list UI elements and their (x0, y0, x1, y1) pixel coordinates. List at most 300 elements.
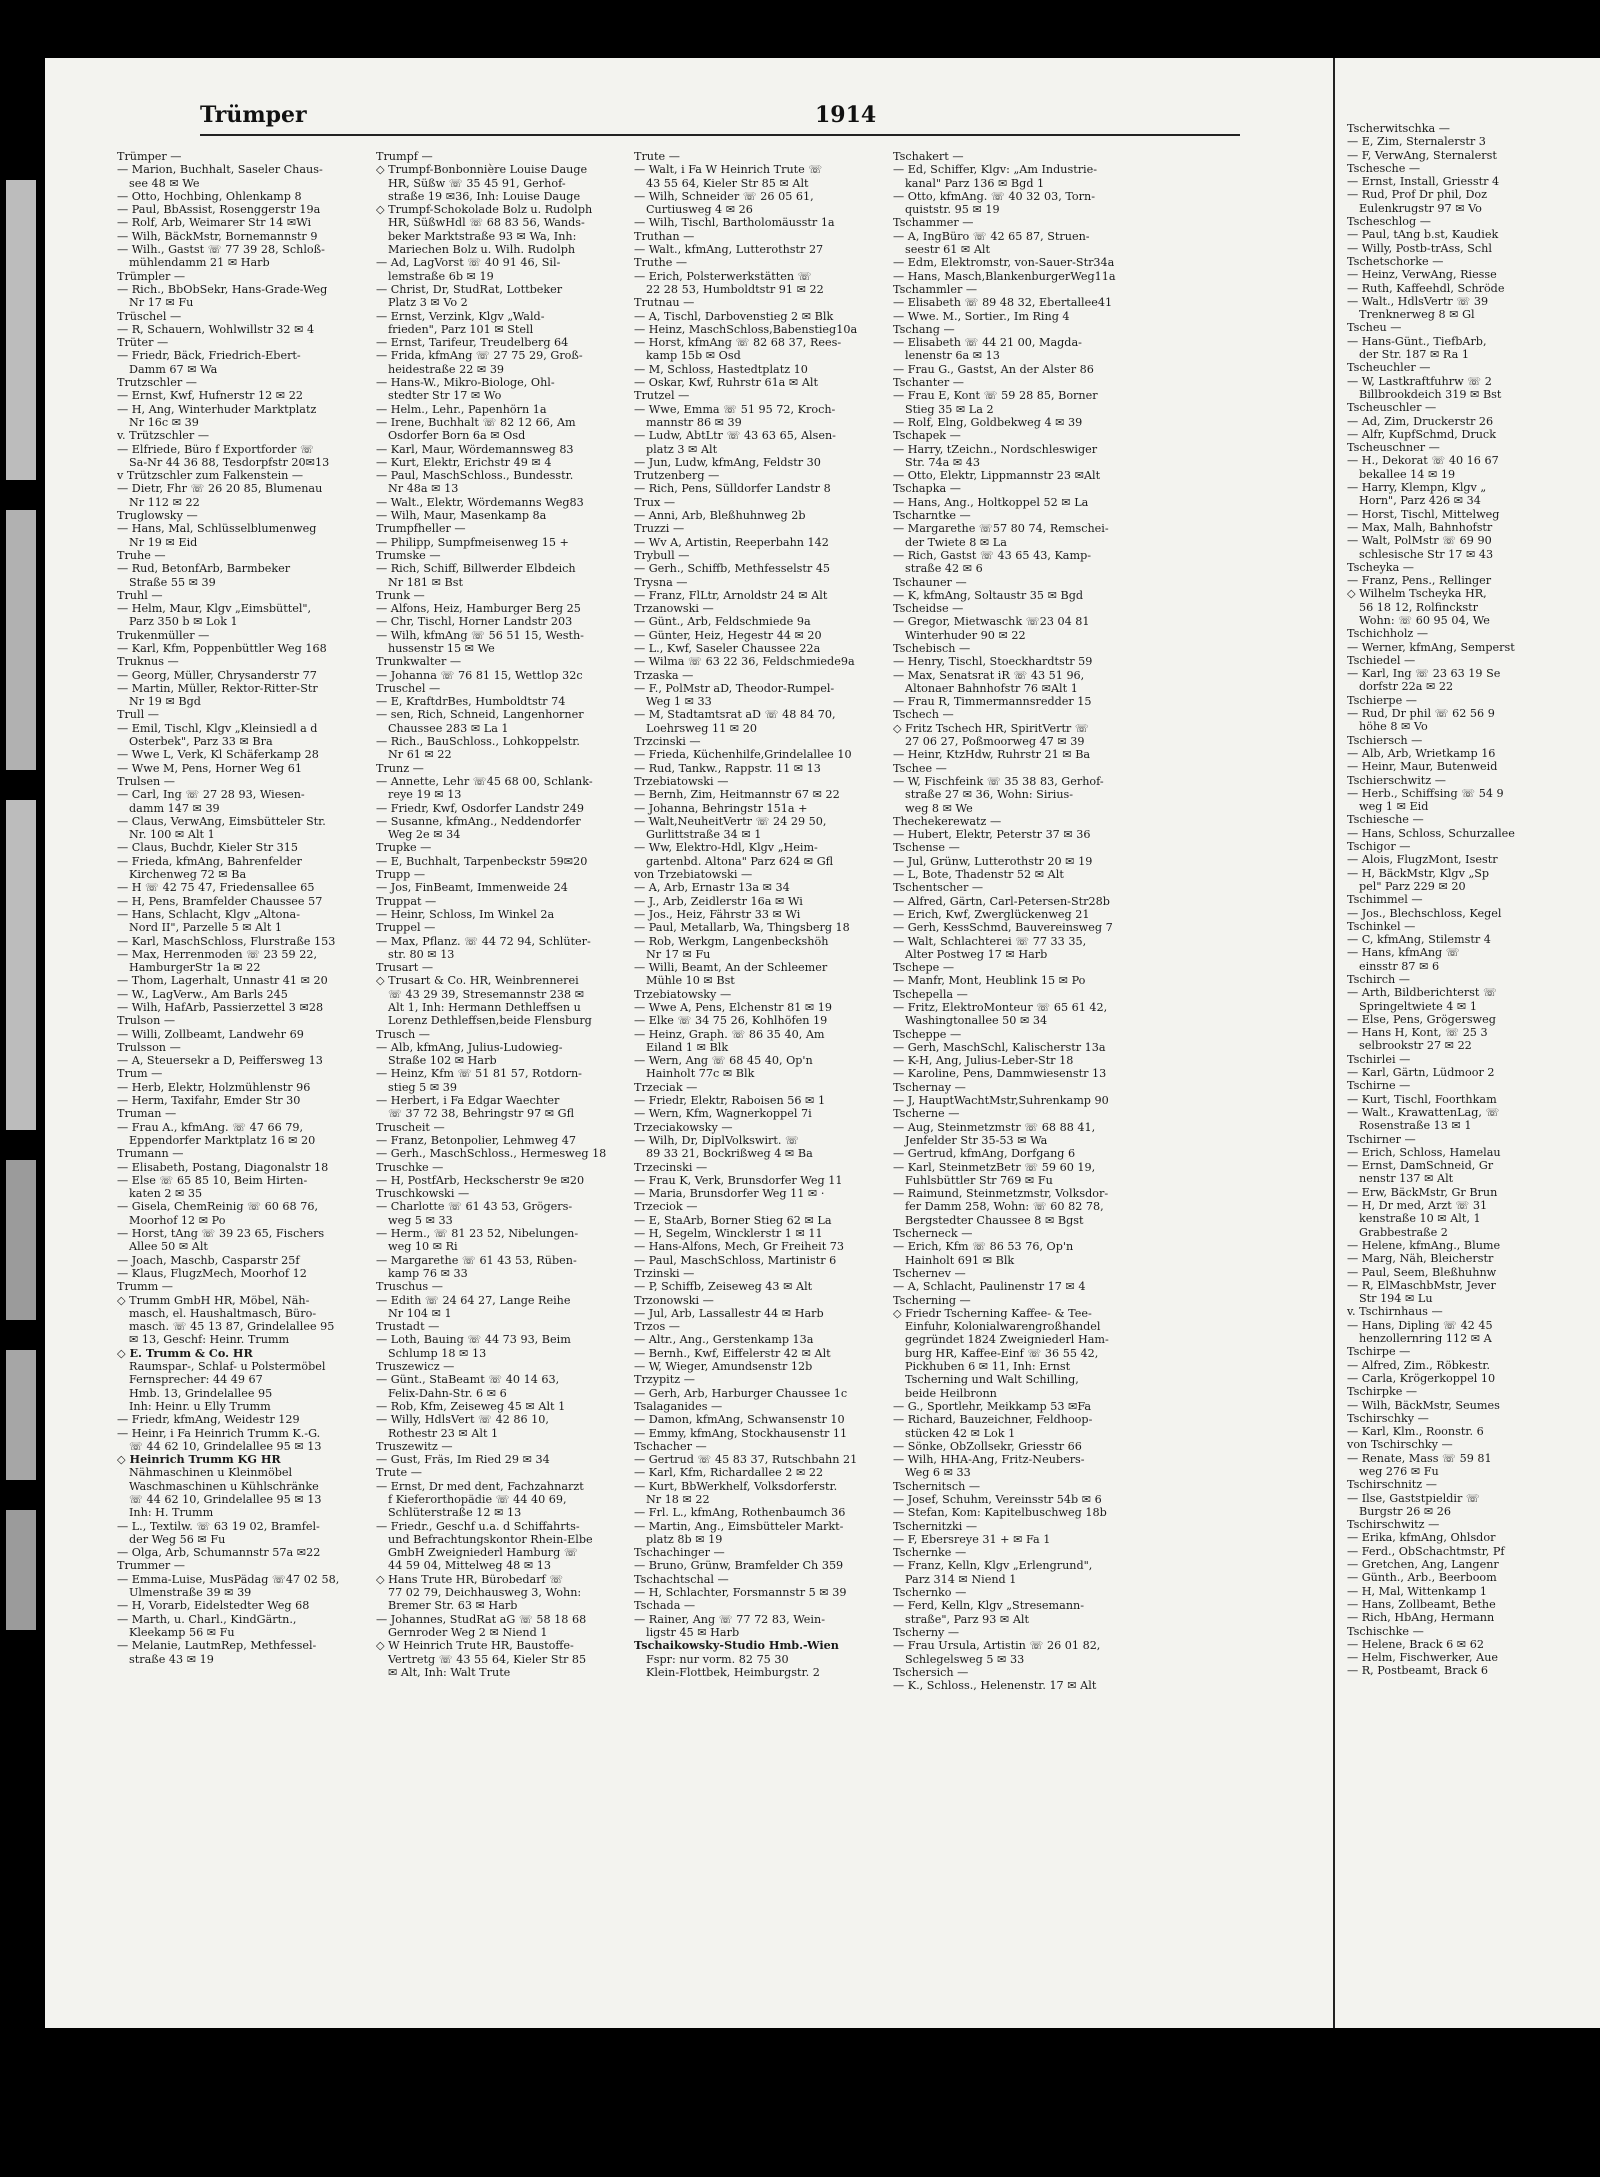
directory-entry: — Rolf, Elng, Goldbekweg 4 ✉ 39 (893, 415, 1083, 429)
directory-entry: Raumspar-, Schlaf- u Polstermöbel (129, 1360, 326, 1374)
directory-entry: gartenbd. Altona" Parz 624 ✉ Gfl (646, 854, 834, 868)
directory-entry: mannstr 86 ✉ 39 (646, 415, 742, 429)
directory-entry: Truszewicz — (376, 1360, 455, 1374)
directory-entry: — Wilh, Maur, Masenkamp 8a (376, 509, 547, 523)
directory-entry: beide Heilbronn (905, 1386, 997, 1400)
directory-entry: v. Trützschler — (117, 429, 210, 443)
directory-entry: — Johanna, Behringstr 151a + (634, 801, 808, 815)
directory-entry: lemstraße 6b ✉ 19 (388, 269, 494, 283)
directory-entry: höhe 8 ✉ Vo (1359, 720, 1428, 734)
directory-entry: Tscheuschler — (1347, 401, 1437, 415)
directory-entry: — Friedr, Kwf, Osdorfer Landstr 249 (376, 801, 585, 815)
directory-entry: Tscheidse — (893, 602, 964, 616)
directory-entry: Trzebiatowsky — (634, 987, 732, 1001)
facing-page (1333, 58, 1600, 2028)
directory-entry: — Walt, PolMstr ☏ 69 90 (1347, 534, 1492, 548)
directory-entry: — Otto, kfmAng. ☏ 40 32 03, Torn- (893, 189, 1095, 203)
directory-entry: Tscherwitschka — (1347, 122, 1450, 135)
directory-entry: — Edm, Elektromstr, von-Sauer-Str34a (893, 256, 1115, 270)
directory-entry: Moorhof 12 ✉ Po (129, 1213, 226, 1227)
directory-entry: — Alfred, Zim., Röbkestr. (1347, 1358, 1491, 1372)
directory-entry: — Elfriede, Büro f Exportforder ☏ (117, 442, 314, 456)
directory-entry: — W., LagVerw., Am Barls 245 (117, 987, 288, 1001)
directory-entry: — Rich., BbObSekr, Hans-Grade-Weg (117, 282, 328, 296)
directory-entry: — Martin, Ang., Eimsbütteler Markt- (634, 1519, 844, 1533)
directory-entry: — Ruth, Kaffeehdl, Schröde (1347, 281, 1505, 295)
directory-entry: — Margarethe ☏57 80 74, Remschei- (893, 522, 1109, 536)
directory-entry: Tschee — (893, 761, 947, 775)
directory-entry: stücken 42 ✉ Lok 1 (905, 1426, 1016, 1440)
column-1 (117, 150, 367, 1666)
directory-entry: — Herm, Taxifahr, Emder Str 30 (117, 1094, 301, 1108)
directory-entry: — Paul, MaschSchloss., Bundesstr. (376, 469, 574, 483)
directory-entry: Wohn: ☏ 60 95 04, We (1359, 613, 1490, 627)
directory-entry: — Rich, Schiff, Billwerder Elbdeich (376, 562, 576, 576)
directory-entry: — A, Steuersekr a D, Peiffersweg 13 (117, 1054, 323, 1068)
directory-entry: — Ernst, DamSchneid, Gr (1347, 1159, 1494, 1173)
directory-entry: — J., Arb, Zeidlerstr 16a ✉ Wi (634, 894, 803, 908)
directory-entry: — Ilse, Gaststpieldir ☏ (1347, 1491, 1480, 1505)
directory-entry: Hainholt 77c ✉ Blk (646, 1067, 755, 1081)
directory-entry: — Hans, Zollbeamt, Bethe (1347, 1597, 1496, 1611)
directory-entry: — Hans, Mal, Schlüsselblumenweg (117, 522, 317, 536)
directory-entry: Tschernitzki — (893, 1519, 978, 1533)
directory-entry: — Melanie, LautmRep, Methfessel- (117, 1639, 317, 1653)
directory-entry: — Emma-Luise, MusPädag ☏47 02 58, (117, 1572, 340, 1586)
directory-entry: Curtiusweg 4 ✉ 26 (646, 203, 753, 217)
directory-entry: — Damon, kfmAng, Schwansenstr 10 (634, 1413, 845, 1427)
directory-entry: — Harry, Klempn, Klgv „ (1347, 481, 1487, 495)
directory-entry: kamp 76 ✉ 33 (388, 1266, 468, 1280)
directory-entry: — Arth, Bildberichterst ☏ (1347, 986, 1497, 1000)
directory-entry: — Alb, kfmAng, Julius-Ludowieg- (376, 1040, 563, 1054)
directory-entry: Trzypitz — (634, 1373, 695, 1387)
directory-entry: v Trützschler zum Falkenstein — (117, 469, 304, 483)
directory-entry: ◇ Friedr Tscherning Kaffee- & Tee- (893, 1306, 1092, 1320)
directory-entry: — K, kfmAng, Soltaustr 35 ✉ Bgd (893, 588, 1084, 602)
directory-entry: — Willy, Postb-trAss, Schl (1347, 241, 1492, 255)
directory-entry: — Herbert, i Fa Edgar Waechter (376, 1094, 560, 1108)
directory-entry: — K-H, Ang, Julius-Leber-Str 18 (893, 1054, 1074, 1068)
directory-entry: — Erw, BäckMstr, Gr Brun (1347, 1185, 1498, 1199)
directory-entry: ◇ Trumpf-Bonbonnière Louise Dauge (376, 163, 588, 177)
directory-entry: — sen, Rich, Schneid, Langenhorner (376, 708, 584, 722)
directory-entry: — Frau G., Gastst, An der Alster 86 (893, 362, 1094, 376)
directory-entry: Einfuhr, Kolonialwarengroßhandel (905, 1320, 1101, 1334)
directory-entry: — Wilh, Tischl, Bartholomäusstr 1a (634, 216, 835, 230)
directory-entry: Alt 1, Inh: Hermann Dethleffsen u (388, 1001, 581, 1014)
directory-entry: — Elisabeth, Postang, Diagonalstr 18 (117, 1160, 329, 1174)
directory-entry: — Max, Pflanz. ☏ 44 72 94, Schlüter- (376, 934, 591, 948)
directory-entry: straße 27 ✉ 36, Wohn: Sirius- (905, 788, 1074, 802)
header-name: Trümper (200, 102, 307, 128)
directory-entry: Fuhlsbüttler Str 769 ✉ Fu (905, 1173, 1053, 1187)
directory-entry: ◇ Fritz Tschech HR, SpiritVertr ☏ (893, 721, 1089, 735)
directory-entry: — Frau Ursula, Artistin ☏ 26 01 82, (893, 1639, 1101, 1653)
directory-entry: ◇ Hans Trute HR, Bürobedarf ☏ (376, 1572, 564, 1586)
directory-entry: Trutzenberg — (634, 469, 720, 483)
column-5 (1347, 122, 1600, 1678)
directory-entry: Truschkowski — (376, 1187, 470, 1201)
directory-entry: Nr 19 ✉ Eid (129, 535, 198, 549)
directory-entry: HamburgerStr 1a ✉ 22 (129, 961, 261, 975)
directory-entry: — Renate, Mass ☏ 59 81 (1347, 1451, 1492, 1465)
directory-entry: — Walt, i Fa W Heinrich Trute ☏ (634, 163, 823, 177)
directory-entry: seestr 61 ✉ Alt (905, 243, 990, 257)
directory-entry: Nähmaschinen u Kleinmöbel (129, 1466, 293, 1480)
directory-entry: — C, kfmAng, Stilemstr 4 (1347, 933, 1491, 947)
directory-entry: Tscherne — (893, 1107, 960, 1121)
directory-entry: Trute — (376, 1466, 422, 1480)
directory-entry: Weg 2e ✉ 34 (388, 828, 461, 842)
directory-entry: — Hans-Günt., TiefbArb, (1347, 334, 1487, 348)
directory-entry: Truppel — (376, 921, 436, 935)
directory-entry: ◇ W Heinrich Trute HR, Baustoffe- (376, 1639, 574, 1653)
directory-entry: Mariechen Bolz u. Wilh. Rudolph (388, 243, 576, 257)
directory-entry: — A, Schlacht, Paulinenstr 17 ✉ 4 (893, 1280, 1086, 1294)
directory-entry: Schlegelsweg 5 ✉ 33 (905, 1652, 1025, 1666)
directory-entry: — Rud, Tankw., Rappstr. 11 ✉ 13 (634, 761, 821, 775)
directory-entry: Trupp — (376, 868, 426, 882)
directory-entry: — Max, Herrenmoden ☏ 23 59 22, (117, 947, 317, 961)
directory-entry: — Margarethe ☏ 61 43 53, Rüben- (376, 1253, 577, 1267)
directory-entry: Tschetschorke — (1347, 254, 1444, 268)
directory-entry: lenenstr 6a ✉ 13 (905, 349, 1000, 363)
directory-entry: Trzonowski — (634, 1293, 714, 1307)
directory-entry: Chaussee 283 ✉ La 1 (388, 721, 509, 735)
directory-entry: — Karl, Kfm, Poppenbüttler Weg 168 (117, 641, 327, 655)
directory-entry: 27 06 27, Poßmoorweg 47 ✉ 39 (905, 735, 1085, 749)
directory-entry: — Elke ☏ 34 75 26, Kohlhöfen 19 (634, 1014, 828, 1028)
directory-entry: — Gerh., MaschSchloss., Hermesweg 18 (376, 1147, 607, 1161)
directory-entry: Trümpler — (117, 269, 186, 283)
directory-entry: Trutnau — (634, 296, 695, 310)
directory-entry: Weg 1 ✉ 33 (646, 695, 712, 709)
directory-entry: — Helene, Brack 6 ✉ 62 (1347, 1637, 1484, 1651)
directory-entry: — Alois, FlugzMont, Isestr (1347, 853, 1498, 867)
directory-entry: — Otto, Elektr, Lippmannstr 23 ✉Alt (893, 469, 1101, 483)
directory-entry: Trümper — (117, 150, 182, 163)
directory-entry: — Hans, Schlacht, Klgv „Altona- (117, 907, 301, 921)
directory-entry: Bremer Str. 63 ✉ Harb (388, 1599, 518, 1613)
directory-entry: Trutzschler — (117, 376, 197, 390)
directory-entry: Tschaikowsky-Studio Hmb.-Wien (634, 1639, 839, 1653)
directory-entry: — Annette, Lehr ☏45 68 00, Schlank- (376, 774, 593, 788)
directory-entry: — Erich, Kfm ☏ 86 53 76, Op'n (893, 1240, 1074, 1254)
directory-entry: — H ☏ 42 75 47, Friedensallee 65 (117, 881, 315, 895)
directory-entry: — Ad, LagVorst ☏ 40 91 46, Sil- (376, 256, 561, 270)
directory-entry: — Hans, Masch,BlankenburgerWeg11a (893, 269, 1116, 283)
directory-entry: Trzebiatowski — (634, 774, 729, 788)
directory-entry: Trzanowski — (634, 602, 714, 616)
directory-entry: — Hans, Ang., Holtkoppel 52 ✉ La (893, 495, 1089, 509)
directory-entry: — Rich, HbAng, Hermann (1347, 1611, 1495, 1625)
directory-entry: Tschirne — (1347, 1079, 1411, 1093)
directory-entry: str. 80 ✉ 13 (388, 947, 455, 961)
directory-entry: Burgstr 26 ✉ 26 (1359, 1504, 1452, 1518)
directory-entry: frieden", Parz 101 ✉ Stell (388, 322, 534, 336)
directory-entry: weg 276 ✉ Fu (1359, 1464, 1439, 1478)
directory-entry: — Paul, Seem, Bleßhuhnw (1347, 1265, 1497, 1279)
directory-entry: — Rich, Pens, Sülldorfer Landstr 8 (634, 482, 831, 496)
directory-entry: Tscheuschner — (1347, 441, 1440, 455)
directory-entry: Trutzel — (634, 389, 690, 403)
directory-entry: Tschersich — (893, 1665, 969, 1679)
directory-entry: — Elisabeth ☏ 89 48 32, Ebertallee41 (893, 296, 1113, 310)
directory-entry: — Rob, Kfm, Zeiseweg 45 ✉ Alt 1 (376, 1399, 566, 1413)
directory-entry: — Wilh., Gastst ☏ 77 39 28, Schloß- (117, 243, 325, 257)
directory-entry: — Gust, Fräs, Im Ried 29 ✉ 34 (376, 1453, 550, 1467)
directory-entry: Truhl — (117, 588, 163, 602)
directory-entry: — H, Schlachter, Forsmannstr 5 ✉ 39 (634, 1586, 847, 1600)
directory-entry: — Hans, kfmAng ☏ (1347, 946, 1460, 960)
directory-entry: — Joach, Maschb, Casparstr 25f (117, 1253, 300, 1267)
directory-entry: Truszewitz — (376, 1439, 453, 1453)
directory-entry: Nr 17 ✉ Fu (129, 296, 194, 310)
directory-entry: — Hans, Dipling ☏ 42 45 (1347, 1318, 1493, 1332)
directory-entry: Trusart — (376, 961, 434, 975)
directory-entry: ☏ 37 72 38, Behringstr 97 ✉ Gfl (388, 1107, 575, 1121)
directory-entry: see 48 ✉ We (129, 176, 200, 190)
directory-entry: — Georg, Müller, Chrysanderstr 77 (117, 668, 317, 682)
directory-entry: — Rob, Werkgm, Langenbeckshöh (634, 934, 829, 948)
directory-entry: Trumske — (376, 548, 441, 562)
directory-entry: — Jul, Grünw, Lutterothstr 20 ✉ 19 (893, 854, 1093, 868)
directory-entry: Nr 18 ✉ 22 (646, 1492, 710, 1506)
directory-entry: Truppat — (376, 894, 437, 908)
directory-entry: — Erich, Polsterwerkstätten ☏ (634, 269, 812, 283)
directory-entry: Tsalaganides — (634, 1399, 723, 1413)
directory-entry: Tschigor — (1347, 840, 1411, 854)
directory-entry: Hmb. 13, Grindelallee 95 (129, 1386, 273, 1400)
directory-entry: Truthan — (634, 229, 695, 243)
directory-entry: — Max, Senatsrat iR ☏ 43 51 96, (893, 668, 1085, 682)
directory-entry: Tschesche — (1347, 161, 1421, 175)
directory-entry: — Friedr, kfmAng, Weidestr 129 (117, 1413, 300, 1427)
directory-entry: — Ferd., ObSchachtmstr, Pf (1347, 1544, 1505, 1558)
directory-entry: — Franz, FlLtr, Arnoldstr 24 ✉ Alt (634, 588, 828, 602)
directory-entry: — Horst, Tischl, Mittelweg (1347, 507, 1500, 521)
directory-entry: — Helm., Lehr., Papenhörn 1a (376, 402, 547, 416)
directory-entry: — Walt, Schlachterei ☏ 77 33 35, (893, 934, 1087, 948)
directory-entry: — Anni, Arb, Bleßhuhnweg 2b (634, 509, 806, 523)
directory-entry: — Wilh, kfmAng ☏ 56 51 15, Westh- (376, 628, 584, 642)
directory-entry: — Ferd, Kelln, Klgv „Stresemann- (893, 1599, 1085, 1613)
directory-entry: Tschiesche — (1347, 813, 1424, 827)
column-4 (893, 150, 1143, 1692)
directory-entry: — Karl, SteinmetzBetr ☏ 59 60 19, (893, 1160, 1096, 1174)
directory-entry: kenstraße 10 ✉ Alt, 1 (1359, 1212, 1481, 1226)
directory-entry: — Gerh, MaschSchl, Kalischerstr 13a (893, 1040, 1106, 1054)
directory-entry: — Wwe. M., Sortier., Im Ring 4 (893, 309, 1070, 323)
directory-entry: weg 5 ✉ 33 (388, 1213, 453, 1227)
directory-entry: — Willi, Beamt, An der Schleemer (634, 961, 828, 975)
directory-entry: Trzcinski — (634, 735, 701, 749)
directory-entry: Tschirschwitz — (1347, 1518, 1440, 1532)
directory-entry: Fernsprecher: 44 49 67 (129, 1373, 263, 1387)
directory-entry: — E, Buchhalt, Tarpenbeckstr 59✉20 (376, 854, 588, 868)
directory-entry: — Heinr, Maur, Butenweid (1347, 760, 1498, 774)
directory-entry: Truschus — (376, 1280, 443, 1294)
directory-entry: Straße 55 ✉ 39 (129, 575, 216, 589)
directory-entry: Truschke — (376, 1160, 444, 1174)
directory-entry: der Str. 187 ✉ Ra 1 (1359, 348, 1469, 362)
directory-entry: Nr 19 ✉ Bgd (129, 695, 201, 709)
directory-entry: Tschada — (634, 1599, 696, 1613)
directory-entry: — Alb, Arb, Wrietkamp 16 (1347, 746, 1496, 760)
directory-entry: Trukenmüller — (117, 628, 210, 642)
directory-entry: Tschacher — (634, 1439, 707, 1453)
header-rule (200, 134, 1240, 136)
directory-entry: Tschebisch — (893, 641, 971, 655)
directory-entry: Sa-Nr 44 36 88, Tesdorpfstr 20✉13 (129, 455, 330, 469)
directory-entry: Loehrsweg 11 ✉ 20 (646, 721, 757, 735)
directory-entry: — Wwe, Emma ☏ 51 95 72, Kroch- (634, 402, 836, 416)
directory-entry: fer Damm 258, Wohn: ☏ 60 82 78, (905, 1200, 1104, 1214)
directory-entry: Truhe — (117, 548, 166, 562)
directory-entry: Tschinkel — (1347, 919, 1416, 933)
directory-entry: — L, Bote, Thadenstr 52 ✉ Alt (893, 868, 1064, 882)
directory-entry: straße", Parz 93 ✉ Alt (905, 1612, 1029, 1626)
directory-entry: — Willi, Zollbeamt, Landwehr 69 (117, 1027, 304, 1041)
directory-entry: Lorenz Dethleffsen,beide Flensburg (388, 1014, 592, 1028)
directory-entry: henzollernring 112 ✉ A (1359, 1332, 1492, 1346)
directory-entry: — Ernst, Dr med dent, Fachzahnarzt (376, 1479, 584, 1493)
directory-entry: — Gerh, Arb, Harburger Chaussee 1c (634, 1386, 848, 1400)
directory-entry: Tschirlei — (1347, 1052, 1411, 1066)
directory-entry: — Wv A, Artistin, Reeperbahn 142 (634, 535, 829, 549)
directory-entry: Bergstedter Chaussee 8 ✉ Bgst (905, 1213, 1084, 1227)
directory-entry: Eiland 1 ✉ Blk (646, 1040, 729, 1054)
directory-entry: ◇ Trumm GmbH HR, Möbel, Näh- (117, 1293, 310, 1307)
directory-entry: Kleekamp 56 ✉ Fu (129, 1625, 235, 1639)
directory-entry: Felix-Dahn-Str. 6 ✉ 6 (388, 1386, 507, 1400)
directory-entry: pel" Parz 229 ✉ 20 (1359, 879, 1466, 893)
directory-entry: ☏ 44 62 10, Grindelallee 95 ✉ 13 (129, 1439, 322, 1453)
directory-entry: Trusch — (376, 1027, 430, 1041)
directory-entry: Trumann — (117, 1147, 184, 1161)
directory-entry: Tschirpke — (1347, 1385, 1418, 1399)
directory-entry: masch. ☏ 45 13 87, Grindelallee 95 (129, 1320, 335, 1334)
directory-entry: Tschammler — (893, 282, 978, 296)
directory-entry: heidestraße 22 ✉ 39 (388, 362, 505, 376)
directory-entry: Eppendorfer Marktplatz 16 ✉ 20 (129, 1133, 316, 1147)
directory-entry: v. Tschirnhaus — (1347, 1305, 1443, 1319)
directory-entry: Tschichholz — (1347, 627, 1429, 641)
directory-entry: Trybull — (634, 548, 690, 562)
directory-entry: Tschech — (893, 708, 954, 722)
directory-entry: Nord II", Parzelle 5 ✉ Alt 1 (129, 921, 283, 935)
directory-entry: Nr 48a ✉ 13 (388, 482, 459, 496)
directory-entry: Springeltwiete 4 ✉ 1 (1359, 999, 1477, 1013)
directory-entry: — Ad, Zim, Druckerstr 26 (1347, 414, 1494, 428)
directory-entry: — Ernst, Verzink, Klgv „Wald- (376, 309, 545, 323)
directory-entry: — F, Ebersreye 31 + ✉ Fa 1 (893, 1532, 1051, 1546)
directory-entry: — Carl, Ing ☏ 27 28 93, Wiesen- (117, 788, 305, 802)
directory-entry: — Wwe L, Verk, Kl Schäferkamp 28 (117, 748, 319, 762)
directory-entry: — Kurt, Elektr, Erichstr 49 ✉ 4 (376, 455, 552, 469)
directory-entry: — Ernst, Kwf, Hufnerstr 12 ✉ 22 (117, 389, 303, 403)
directory-entry: — Erika, kfmAng, Ohlsdor (1347, 1531, 1496, 1545)
directory-entry: Tschapek — (893, 429, 961, 443)
directory-entry: Osterbek", Parz 33 ✉ Bra (129, 735, 273, 749)
directory-entry: — Bernh, Zim, Heitmannstr 67 ✉ 22 (634, 788, 840, 802)
directory-entry: — Gertrud ☏ 45 83 37, Rutschbahn 21 (634, 1453, 858, 1467)
directory-entry: — Paul, Metallarb, Wa, Thingsberg 18 (634, 921, 850, 935)
directory-entry: — Frida, kfmAng ☏ 27 75 29, Groß- (376, 349, 583, 363)
directory-entry: — J, HauptWachtMstr,Suhrenkamp 90 (893, 1094, 1109, 1108)
directory-entry: Tschirschky — (1347, 1411, 1429, 1425)
directory-entry: Nr 16c ✉ 39 (129, 415, 199, 429)
directory-entry: Ulmenstraße 39 ✉ 39 (129, 1586, 252, 1600)
directory-entry: — Karoline, Pens, Dammwiesenstr 13 (893, 1067, 1107, 1081)
directory-entry: quiststr. 95 ✉ 19 (905, 203, 1000, 217)
directory-entry: — Walt., HdlsVertr ☏ 39 (1347, 294, 1489, 308)
directory-entry: — Maria, Brunsdorfer Weg 11 ✉ · (634, 1187, 825, 1201)
directory-entry: Tschirpe — (1347, 1345, 1411, 1359)
directory-entry: — Chr, Tischl, Horner Landstr 203 (376, 615, 573, 629)
column-3 (634, 150, 884, 1679)
directory-entry: Waschmaschinen u Kühlschränke (129, 1479, 319, 1493)
directory-entry: Tschiersch — (1347, 733, 1423, 747)
directory-entry: — Karl, MaschSchloss, Flurstraße 153 (117, 934, 336, 948)
directory-entry: ligstr 45 ✉ Harb (646, 1625, 740, 1639)
directory-entry: — Jun, Ludw, kfmAng, Feldstr 30 (634, 455, 821, 469)
directory-entry: Trzinski — (634, 1266, 695, 1280)
directory-entry: — Wern, Ang ☏ 68 45 40, Op'n (634, 1054, 813, 1068)
directory-entry: Allee 50 ✉ Alt (129, 1240, 208, 1254)
directory-entry: Washingtonallee 50 ✉ 34 (905, 1014, 1048, 1028)
directory-entry: — Paul, tAng b.st, Kaudiek (1347, 228, 1499, 242)
directory-entry: — Johannes, StudRat aG ☏ 58 18 68 (376, 1612, 587, 1626)
directory-entry: Trumpfheller — (376, 522, 466, 536)
directory-entry: Tschirch — (1347, 973, 1410, 986)
directory-entry: — Aug, Steinmetzmstr ☏ 68 88 41, (893, 1120, 1096, 1134)
directory-entry: Trumm — (117, 1280, 173, 1294)
directory-entry: — Irene, Buchhalt ☏ 82 12 66, Am (376, 415, 576, 429)
directory-entry: — Frau E, Kont ☏ 59 28 85, Borner (893, 389, 1098, 403)
directory-entry: masch, el. Haushaltmasch, Büro- (129, 1306, 317, 1320)
directory-entry: Trüter — (117, 336, 169, 350)
directory-entry: — Rich, Gastst ☏ 43 65 43, Kamp- (893, 548, 1092, 562)
directory-entry: — Gertrud, kfmAng, Dorfgang 6 (893, 1147, 1076, 1161)
directory-entry: Trull — (117, 708, 159, 722)
directory-entry: — Martin, Müller, Rektor-Ritter-Str (117, 681, 318, 695)
directory-entry: kanal" Parz 136 ✉ Bgd 1 (905, 176, 1045, 190)
directory-entry: ☏ 43 29 39, Stresemannstr 238 ✉ (388, 987, 585, 1001)
directory-entry: ◇ Trumpf-Schokolade Bolz u. Rudolph (376, 203, 593, 217)
directory-entry: 22 28 53, Humboldtstr 91 ✉ 22 (646, 282, 824, 296)
directory-entry: weg 10 ✉ Ri (388, 1240, 458, 1254)
page-number: 1914 (815, 102, 877, 128)
directory-entry: Billbrookdeich 319 ✉ Bst (1359, 387, 1502, 401)
directory-entry: — Frieda, kfmAng, Bahrenfelder (117, 854, 302, 868)
directory-entry: — Helm, Fischwerker, Aue (1347, 1651, 1499, 1665)
directory-entry: — Heinr, i Fa Heinrich Trumm K.-G. (117, 1426, 321, 1440)
directory-entry: Truknus — (117, 655, 179, 669)
directory-entry: Vertretg ☏ 43 55 64, Kieler Str 85 (388, 1652, 587, 1666)
directory-entry: Tscheuchler — (1347, 361, 1431, 375)
directory-entry: Tschernitsch — (893, 1479, 981, 1493)
directory-entry: — Hans-Alfons, Mech, Gr Freiheit 73 (634, 1240, 844, 1254)
directory-entry: Tschirschnitz — (1347, 1478, 1437, 1492)
directory-entry: — Erich, Kwf, Zwerglückenweg 21 (893, 907, 1090, 921)
directory-entry: — M, Schloss, Hastedtplatz 10 (634, 362, 808, 376)
directory-entry: Horn", Parz 426 ✉ 34 (1359, 494, 1481, 508)
directory-entry: — Jos., Blechschloss, Kegel (1347, 906, 1502, 920)
directory-entry: selbrookstr 27 ✉ 22 (1359, 1039, 1472, 1053)
directory-entry: — Herm., ☏ 81 23 52, Nibelungen- (376, 1227, 579, 1241)
